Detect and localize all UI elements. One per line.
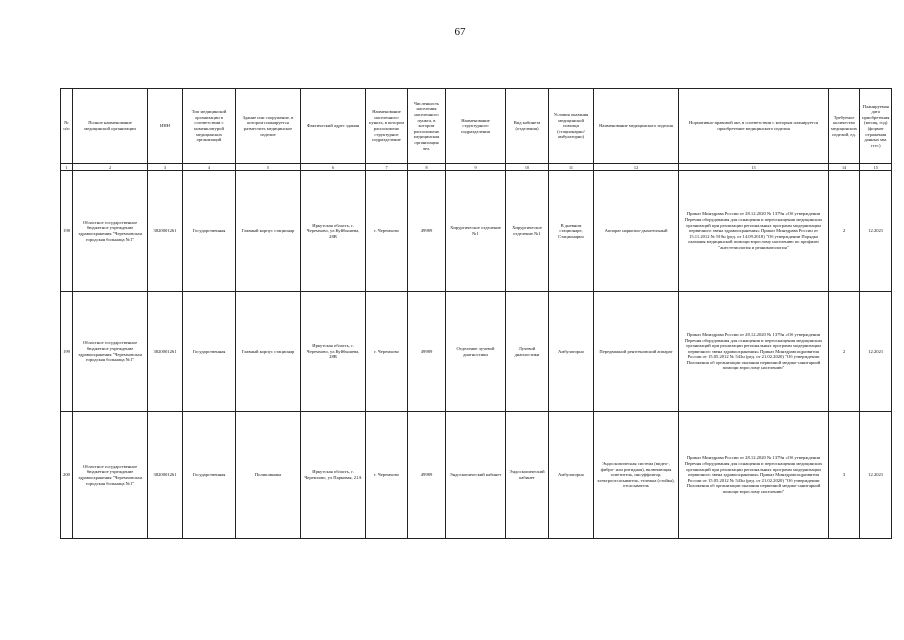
header-cell: Условия оказания медицинской помощи (стационарно/амбулаторно)	[549, 89, 594, 164]
table-row	[61, 292, 892, 412]
column-number: 11	[549, 164, 594, 171]
header-cell: Здание или сооружение, в котором планируется разместить медицинское изделие	[236, 89, 301, 164]
column-number: 12	[594, 164, 679, 171]
header-cell: Наименование населенного пункта, в котором расположено структурное подразделение	[366, 89, 408, 164]
row-number: 199	[61, 292, 73, 412]
quantity: 2	[829, 292, 860, 412]
settlement: г. Черемхово	[366, 412, 408, 539]
column-number: 1	[61, 164, 73, 171]
settlement: г. Черемхово	[366, 171, 408, 292]
medical-device: Аппарат наркозно-дыхательный	[594, 171, 679, 292]
column-number: 15	[860, 164, 892, 171]
organization-type: Государственная	[183, 292, 236, 412]
header-cell: Наименование медицинского изделия	[594, 89, 679, 164]
header-cell: Планируемая дата приобретения (месяц, год) (формат отражения данных мм. гггг.)	[860, 89, 892, 164]
cabinet-type: Эндоскопический кабинет	[506, 412, 549, 539]
structural-unit: Хирургическое отделение №1	[446, 171, 506, 292]
header-cell: Полное наименование медицинской организации	[73, 89, 148, 164]
column-number-row	[61, 164, 892, 171]
population: 49989	[408, 171, 446, 292]
column-number: 6	[301, 164, 366, 171]
header-cell: № п/п	[61, 89, 73, 164]
organization-name: Областное государственное бюджетное учреждение здравоохранения "Черемховская городская больница №1"	[73, 171, 148, 292]
header-cell: Требуемое количество медицинских изделий, ед.	[829, 89, 860, 164]
inn: 3820001261	[148, 292, 183, 412]
table-row	[61, 171, 892, 292]
page-number: 67	[454, 26, 466, 38]
column-number: 5	[236, 164, 301, 171]
building: Поликлиника	[236, 412, 301, 539]
organization-type: Государственная	[183, 171, 236, 292]
column-number: 9	[446, 164, 506, 171]
regulatory-act: Приказ Минздрава России от 28.12.2020 № 1379н «Об утверждении Перечня оборудования для оснащения и переоснащения медицинских организаций при реализации региональных программ модернизации первичного звена здравоохранения» Приказ Минздравсоцразвития России от 15.05.2012 № 543н (ред. от 21.02.2020) "Об утверждении Положения об организации оказания первичной медико-санитарной помощи взрослому населению"	[679, 412, 829, 539]
planned-date: 12.2021	[860, 171, 892, 292]
population: 49989	[408, 292, 446, 412]
header-cell: Нормативно-правовой акт, в соответствии с которым планируется приобретение медицинского изделия	[679, 89, 829, 164]
header-cell: ИНН	[148, 89, 183, 164]
quantity: 3	[829, 412, 860, 539]
regulatory-act: Приказ Минздрава России от 28.12.2020 № 1379н «Об утверждении Перечня оборудования для оснащения и переоснащения медицинских организаций при реализации региональных программ модернизации первичного звена здравоохранения» Приказ Минздрава России от 15.11.2012 № 919н (ред. от 14.09.2018) "Об утверждении Порядка оказания медицинской помощи взрослому населению по профилю "анестезиология и реаниматология"	[679, 171, 829, 292]
inn: 3820001261	[148, 171, 183, 292]
planned-date: 12.2021	[860, 292, 892, 412]
address: Иркутская область, г. Черемхово, ул.Куйбышева, 28В	[301, 292, 366, 412]
structural-unit: Отделение лучевой диагностики	[446, 292, 506, 412]
header-cell: Фактический адрес здания	[301, 89, 366, 164]
equipment-table	[60, 88, 892, 539]
column-number: 4	[183, 164, 236, 171]
medical-device: Эндоскопическая система (видео-, фибро- или ригидная), включающая осветитель, инсуффлятор, электроотсасыватель, тележка (стойка), отсасыватель	[594, 412, 679, 539]
cabinet-type: Хирургическое отделение №1	[506, 171, 549, 292]
table-row	[61, 412, 892, 539]
column-number: 13	[679, 164, 829, 171]
column-number: 3	[148, 164, 183, 171]
column-number: 14	[829, 164, 860, 171]
structural-unit: Эндоскопический кабинет	[446, 412, 506, 539]
care-conditions: Амбулаторно	[549, 412, 594, 539]
header-cell: Наименование структурного подразделения	[446, 89, 506, 164]
building: Главный корпус стационар	[236, 292, 301, 412]
quantity: 2	[829, 171, 860, 292]
header-cell: Вид кабинета (отделения)	[506, 89, 549, 164]
header-cell: Численность населения населенного пункта, в котором расположено медицинская организация чел.	[408, 89, 446, 164]
inn: 3820001261	[148, 412, 183, 539]
organization-name: Областное государственное бюджетное учреждение здравоохранения "Черемховская городская больница №1"	[73, 412, 148, 539]
column-number: 7	[366, 164, 408, 171]
header-row	[61, 89, 892, 164]
medical-device: Передвижной рентгеновский аппарат	[594, 292, 679, 412]
organization-type: Государственная	[183, 412, 236, 539]
care-conditions: В дневном стационаре, Стационарно	[549, 171, 594, 292]
address: Иркутская область, г. Черемхово, ул.Куйбышева, 28В	[301, 171, 366, 292]
settlement: г. Черемхово	[366, 292, 408, 412]
header-cell: Тип медицинской организации в соответствии с номенклатурой медицинских организаций	[183, 89, 236, 164]
cabinet-type: Лучевой диагностики	[506, 292, 549, 412]
regulatory-act: Приказ Минздрава России от 28.12.2020 № 1379н «Об утверждении Перечня оборудования для оснащения и переоснащения медицинских организаций при реализации региональных программ модернизации первичного звена здравоохранения» Приказ Минздравсоцразвития России от 15.05.2012 № 543н (ред. от 21.02.2020) "Об утверждении Положения об организации оказания первичной медико-санитарной помощи взрослому населению"	[679, 292, 829, 412]
care-conditions: Амбулаторно	[549, 292, 594, 412]
organization-name: Областное государственное бюджетное учреждение здравоохранения "Черемховская городская больница №1"	[73, 292, 148, 412]
column-number: 2	[73, 164, 148, 171]
planned-date: 12.2021	[860, 412, 892, 539]
column-number: 10	[506, 164, 549, 171]
row-number: 198	[61, 171, 73, 292]
population: 49989	[408, 412, 446, 539]
address: Иркутская область, г. Черемхово, ул Парковая, 21А	[301, 412, 366, 539]
building: Главный корпус стационар	[236, 171, 301, 292]
row-number: 200	[61, 412, 73, 539]
column-number: 8	[408, 164, 446, 171]
